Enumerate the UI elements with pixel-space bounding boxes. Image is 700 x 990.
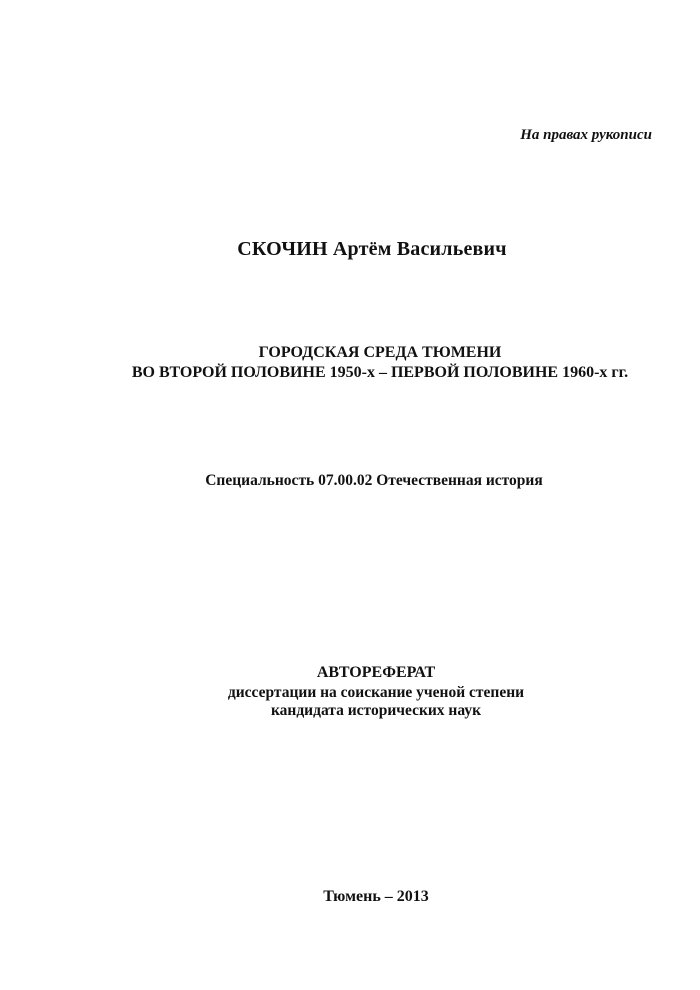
degree-line-1: диссертации на соискание ученой степени [227,684,525,701]
manuscript-rights-note: На правах рукописи [520,127,652,143]
degree-line-2: кандидата исторических наук [270,702,482,719]
author-name: СКОЧИН Артём Васильевич [237,238,507,260]
specialty-line: Специальность 07.00.02 Отечественная история [205,472,543,489]
document-genre: АВТОРЕФЕРАТ [316,664,436,681]
place-and-year: Тюмень – 2013 [323,888,429,905]
title-line-2: ВО ВТОРОЙ ПОЛОВИНЕ 1950-х – ПЕРВОЙ ПОЛОВИНЕ 1960-х гг. [131,364,629,381]
title-line-1: ГОРОДСКАЯ СРЕДА ТЮМЕНИ [258,344,502,361]
